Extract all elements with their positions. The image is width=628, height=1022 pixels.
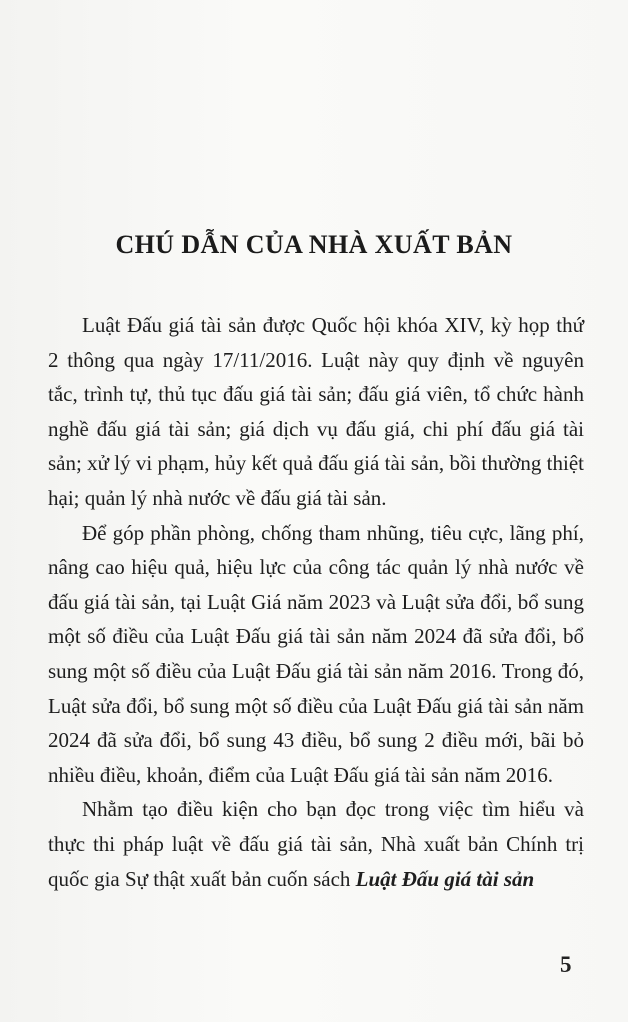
paragraph-1: Luật Đấu giá tài sản được Quốc hội khóa XIV, kỳ họp thứ 2 thông qua ngày 17/11/2016. Luật này quy định về nguyên tắc, trình tự, thủ tục đấu giá tài sản; đấu giá viên, tổ chức hành nghề đấu giá tài sản; giá dịch vụ đấu giá, chi phí đấu giá tài sản; xử lý vi phạm, hủy kết quả đấu giá tài sản, bồi thường thiệt hại; quản lý nhà nước về đấu giá tài sản. — [48, 313, 584, 510]
body-text — [48, 308, 584, 896]
paragraph-3-text: Nhằm tạo điều kiện cho bạn đọc trong việc tìm hiểu và thực thi pháp luật về đấu giá tài sản, Nhà xuất bản Chính trị quốc gia Sự thật xuất bản cuốn sách — [48, 797, 584, 891]
book-title: Luật Đấu giá tài sản — [355, 866, 535, 891]
paragraph-2: Để góp phần phòng, chống tham nhũng, tiêu cực, lãng phí, nâng cao hiệu quả, hiệu lực của công tác quản lý nhà nước về đấu giá tài sản, tại Luật Giá năm 2023 và Luật sửa đổi, bổ sung một số điều của Luật Đấu giá tài sản năm 2024 đã sửa đổi, bổ sung một số điều của Luật Đấu giá tài sản năm 2016. Trong đó, Luật sửa đổi, bổ sung một số điều của Luật Đấu giá tài sản năm 2024 đã sửa đổi, bổ sung 43 điều, bổ sung 2 điều mới, bãi bỏ nhiều điều, khoản, điểm của Luật Đấu giá tài sản năm 2016. — [48, 520, 584, 787]
page-title: CHÚ DẪN CỦA NHÀ XUẤT BẢN — [115, 230, 513, 259]
page-number: 5 — [560, 952, 572, 977]
paragraph-3 — [48, 792, 584, 896]
